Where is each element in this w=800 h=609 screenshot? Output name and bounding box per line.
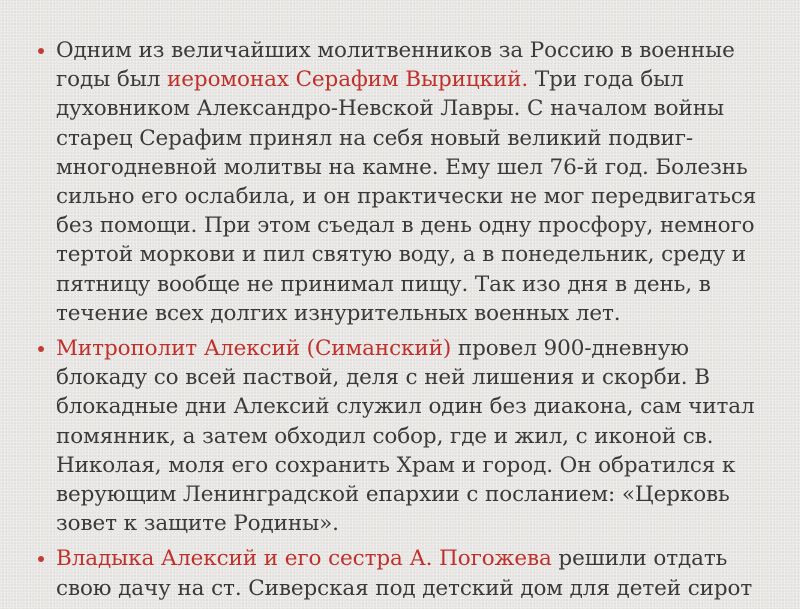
highlighted-name-seraphim: иеромонах Серафим Вырицкий. — [167, 67, 529, 93]
bullet-icon — [38, 346, 44, 352]
paragraph-seraphim — [38, 36, 784, 328]
slide-content — [38, 36, 784, 609]
bullet-icon — [38, 556, 44, 562]
highlighted-name-alexy: Митрополит Алексий (Симанский) — [56, 336, 452, 362]
paragraph-text: провел 900-дневную блокаду со всей паствой, деля с ней лишения и скорби. В блокадные дни Алексий служил один без диакона, сам читал помянник, а затем обходил собор, где и жил, с иконой св. Николая, моля его сохранить Храм и город. Он обратился к верующим Ленинградской епархии с посланием: «Церковь зовет к защите Родины». — [56, 336, 755, 537]
bullet-icon — [38, 48, 44, 54]
paragraph-text: Одним из величайших молитвенников за Россию в военные годы был — [56, 38, 735, 93]
paragraph-alexy — [38, 334, 784, 538]
paragraph-text: решили отдать свою дачу на ст. Сиверская под детский дом для детей сирот — [56, 546, 753, 601]
paragraph-text: Три года был духовником Александро-Невской Лавры. С началом войны старец Серафим принял на себя новый великий подвиг- многодневной молитвы на камне. Ему шел 76-й год. Болезнь сильно его ослабила, и он практически не мог передвигаться без помощи. При этом съедал в день одну просфору, немного тертой моркови и пил святую воду, а в понедельник, среду и пятницу вообще не принимал пищу. Так изо дня в день, в течение всех долгих изнурительных военных лет. — [56, 67, 757, 326]
highlighted-name-alexy-pogozheva: Владыка Алексий и его сестра А. Погожева — [56, 546, 552, 572]
paragraph-dacha — [38, 544, 784, 602]
